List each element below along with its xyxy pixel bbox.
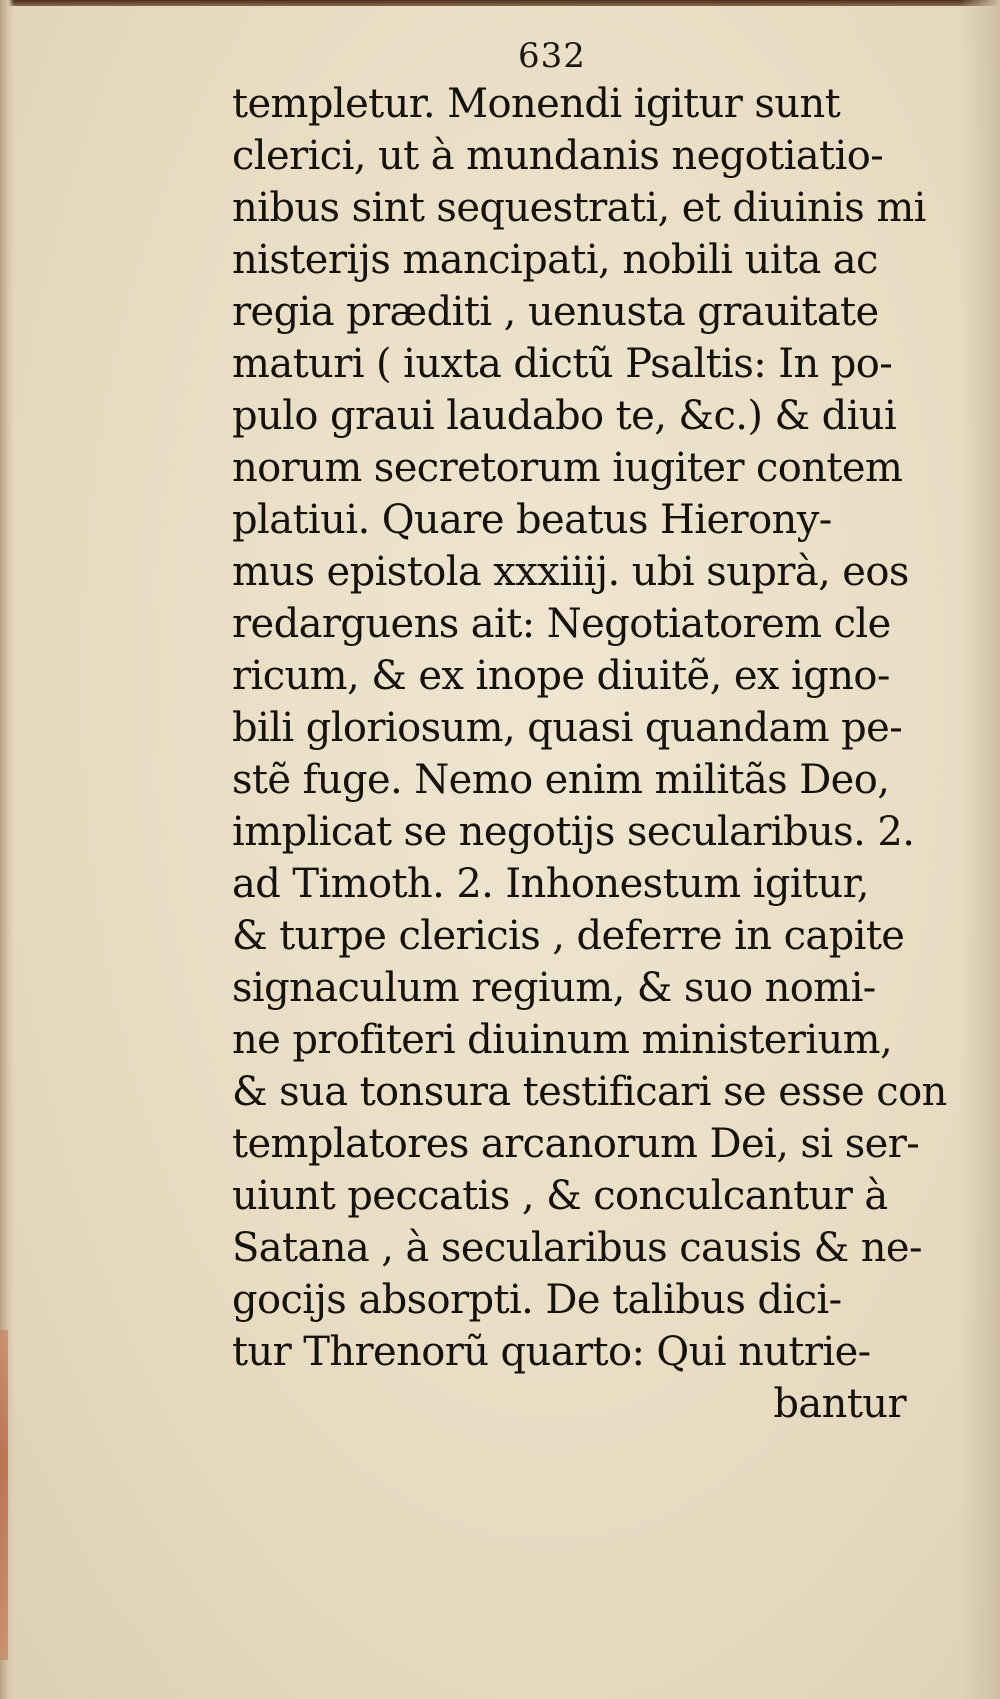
page-number: 632 [518,36,586,76]
text-line: mus epistola xxxiiij. ubi suprà, eos [232,549,909,595]
text-line: tur Threnorũ quarto: Qui nutrie- [232,1329,871,1375]
text-line: ad Timoth. 2. Inhonestum igitur, [232,861,869,907]
text-line: implicat se negotijs secularibus. 2. [232,809,915,855]
text-line: & turpe clericis , deferre in capite [232,913,905,959]
text-line: gocijs absorpti. De talibus dici- [232,1277,842,1323]
text-line: norum secretorum iugiter contem [232,445,903,491]
text-line: bili gloriosum, quasi quandam pe- [232,705,903,751]
text-line: & sua tonsura testificari se esse con [232,1069,947,1115]
catchword: bantur [773,1381,906,1427]
text-line: redarguens ait: Negotiatorem cle [232,601,891,647]
text-line: templatores arcanorum Dei, si ser- [232,1121,920,1167]
text-line: platiui. Quare beatus Hierony- [232,497,832,543]
text-line: nisterijs mancipati, nobili uita ac [232,237,878,283]
text-block [232,78,947,1430]
text-line: regia præditi , uenusta grauitate [232,289,879,335]
text-line: maturi ( iuxta dictũ Psaltis: In po- [232,341,893,387]
text-line: ne profiteri diuinum ministerium, [232,1017,893,1063]
page-top-edge [0,0,1000,6]
text-line: signaculum regium, & suo nomi- [232,965,876,1011]
text-line: Satana , à secularibus causis & ne- [232,1225,922,1271]
text-line: templetur. Monendi igitur sunt [232,81,841,127]
page-right-shadow [960,0,1000,1699]
text-line: clerici, ut à mundanis negotiatio- [232,133,884,179]
page-edge-stain [0,1330,8,1660]
text-line: nibus sint sequestrati, et diuinis mi [232,185,926,231]
text-line: stẽ fuge. Nemo enim militãs Deo, [232,757,890,803]
text-line: uiunt peccatis , & conculcantur à [232,1173,888,1219]
text-line: ricum, & ex inope diuitẽ, ex igno- [232,653,890,699]
text-line: pulo graui laudabo te, &c.) & diui [232,393,897,439]
